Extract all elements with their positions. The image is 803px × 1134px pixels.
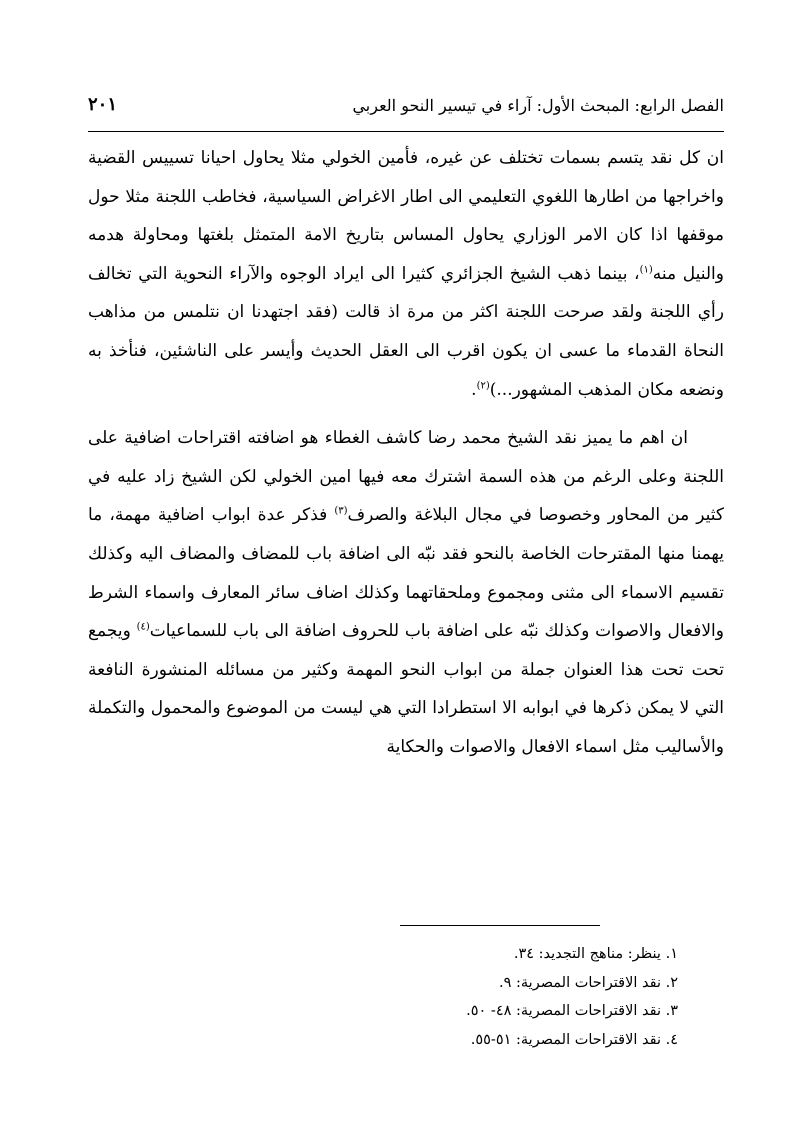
footnote-1: ١. ينظر: مناهج التجديد: ٣٤.	[513, 946, 678, 962]
running-title: الفصل الرابع: المبحث الأول: آراء في تيسير النحو العربي	[352, 96, 724, 115]
footnote-3: ٣. نقد الاقتراحات المصرية: ٤٨- ٥٠.	[466, 1003, 678, 1019]
paragraph-text: ويجمع تحت تحت هذا العنوان جملة من ابواب النحو المهمة وكثير من مسائله المنشورة النافعة التي لا يمكن ذكرها في ابوابه الا استطرادا التي هي ليست من الموضوع والمحمول والتكملة والأساليب مثل اسماء الافعال والاصوات والحكاية	[88, 621, 724, 757]
footnote-ref-2: (٢)	[476, 379, 490, 391]
footnote-4: ٤. نقد الاقتراحات المصرية: ٥١-٥٥.	[470, 1031, 678, 1048]
header-rule	[88, 131, 724, 132]
page-header	[88, 90, 724, 126]
footnote-2: ٢. نقد الاقتراحات المصرية: ٩.	[499, 974, 678, 991]
paragraph-text: .	[471, 379, 477, 400]
body-text	[88, 139, 724, 767]
paragraph-text: ان كل نقد يتسم بسمات تختلف عن غيره، فأمين الخولي مثلا يحاول احيانا تسييس القضية واخراجها من اطارها اللغوي التعليمي الى اطار الاغراض السياسية، فخاطب اللجنة مثلا حول موقفها اذا كان الامر الوزاري يحاول المساس بتاريخ الامة المتمثل بلغتها ومحاولة هدمه والنيل منه	[88, 148, 724, 284]
paragraph-text: ان اهم ما يميز نقد الشيخ محمد رضا كاشف الغطاء هو اضافته اقتراحات اضافية على اللجنة وعلى الرغم من هذه السمة اشترك معه فيها امين الخولي لكن الشيخ زاد عليه في كثير من المحاور وخصوصا في مجال البلاغة والصرف	[88, 428, 725, 526]
paragraph-2	[88, 419, 724, 766]
paragraph-1	[88, 139, 724, 409]
footnotes	[88, 940, 678, 1054]
footnote-ref-3: (٣)	[334, 505, 348, 517]
footnote-ref-4: (٤)	[136, 621, 150, 633]
page-number: ٢٠١	[88, 94, 118, 115]
footnote-ref-1: (١)	[639, 264, 653, 276]
footnote-separator	[400, 925, 600, 926]
paragraph-text: فذكر عدة ابواب اضافية مهمة، ما يهمنا منها المقترحات الخاصة بالنحو فقد نبّه الى اضافة باب للمضاف والمضاف اليه وكذلك تقسيم الاسماء الى مثنى ومجموع وملحقاتهما وكذلك اضاف سائر المعارف واسماء الشرط والافعال والاصوات وكذلك نبّه على اضافة باب للحروف اضافة الى باب للسماعيات	[88, 505, 724, 642]
paragraph-text: ، بينما ذهب الشيخ الجزائري كثيرا الى ايراد الوجوه والآراء النحوية التي تخالف رأي اللجنة ولقد صرحت اللجنة اكثر من مرة اذ قالت (فقد اجتهدنا ان نتلمس من مذاهب النحاة القدماء ما عسى ان يكون اقرب الى العقل الحديث وأيسر على الناشئين، فنأخذ به ونضعه مكان المذهب المشهور...)	[88, 263, 724, 400]
